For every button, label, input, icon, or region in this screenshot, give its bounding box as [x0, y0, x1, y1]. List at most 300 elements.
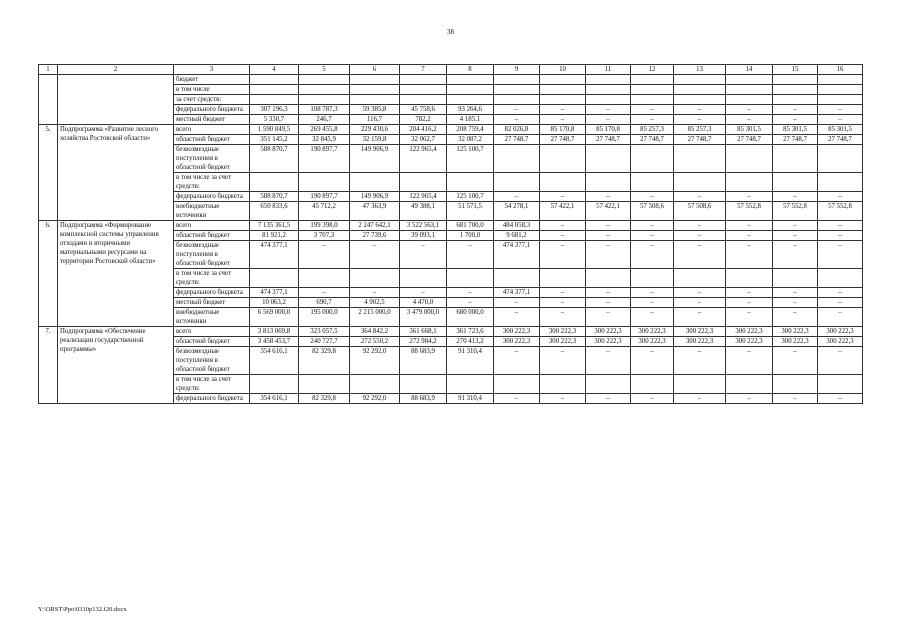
amount-cell: 82 026,8 [494, 125, 540, 135]
amount-cell: 204 416,2 [400, 125, 447, 135]
amount-cell: – [818, 192, 863, 202]
amount-cell: – [726, 298, 773, 308]
amount-cell [540, 95, 586, 105]
amount-cell: 300 222,3 [586, 337, 631, 347]
amount-cell: – [586, 231, 631, 241]
amount-cell: 45 758,6 [400, 105, 447, 115]
amount-cell [674, 85, 726, 95]
amount-cell [773, 173, 818, 192]
amount-cell: – [726, 347, 773, 375]
amount-cell [299, 173, 350, 192]
amount-cell [773, 145, 818, 173]
amount-cell [540, 75, 586, 85]
amount-cell [250, 173, 299, 192]
amount-cell: 149 906,9 [350, 192, 400, 202]
amount-cell: 27 748,7 [773, 135, 818, 145]
amount-cell: 51 571,5 [447, 202, 494, 221]
amount-cell: 2 247 642,1 [350, 221, 400, 231]
amount-cell: – [631, 192, 674, 202]
amount-cell: 47 363,9 [350, 202, 400, 221]
amount-cell: – [586, 288, 631, 298]
amount-cell: 354 616,1 [250, 347, 299, 375]
amount-cell [631, 75, 674, 85]
amount-cell: 269 455,8 [299, 125, 350, 135]
amount-cell: 45 712,2 [299, 202, 350, 221]
amount-cell [447, 75, 494, 85]
amount-cell: 300 222,3 [773, 337, 818, 347]
amount-cell: – [773, 347, 818, 375]
amount-cell: 300 222,3 [674, 327, 726, 337]
amount-cell: 195 000,0 [299, 308, 350, 327]
amount-cell: 240 727,7 [299, 337, 350, 347]
amount-cell [818, 95, 863, 105]
amount-cell [540, 85, 586, 95]
amount-cell: 57 508,6 [631, 202, 674, 221]
column-number: 7 [400, 65, 447, 75]
amount-cell: 190 897,7 [299, 145, 350, 173]
amount-cell [400, 269, 447, 288]
amount-cell: 351 145,2 [250, 135, 299, 145]
amount-cell: – [631, 394, 674, 404]
amount-cell: – [674, 288, 726, 298]
funding-source: местный бюджет [174, 115, 250, 125]
funding-source: в том числе за счет средств: [174, 173, 250, 192]
amount-cell: 300 222,3 [726, 337, 773, 347]
amount-cell: 10 063,2 [250, 298, 299, 308]
amount-cell [250, 269, 299, 288]
amount-cell: – [818, 394, 863, 404]
amount-cell: 1 700,0 [447, 231, 494, 241]
amount-cell: – [773, 221, 818, 231]
amount-cell: – [586, 192, 631, 202]
amount-cell: – [674, 241, 726, 269]
amount-cell: 27 748,7 [540, 135, 586, 145]
amount-cell: 57 552,8 [773, 202, 818, 221]
amount-cell [773, 269, 818, 288]
amount-cell: – [540, 192, 586, 202]
amount-cell: – [674, 105, 726, 115]
file-path-footer: Y:\ORST\Ppo\0310p132.f20.docx [38, 606, 127, 613]
amount-cell [540, 145, 586, 173]
amount-cell: – [586, 298, 631, 308]
amount-cell: 484 058,3 [494, 221, 540, 231]
amount-cell: 93 264,6 [447, 105, 494, 115]
amount-cell: – [631, 298, 674, 308]
amount-cell [350, 75, 400, 85]
amount-cell [773, 85, 818, 95]
amount-cell: – [447, 241, 494, 269]
funding-source: в том числе за счет средств: [174, 269, 250, 288]
amount-cell: – [631, 231, 674, 241]
amount-cell [494, 173, 540, 192]
amount-cell: – [631, 347, 674, 375]
amount-cell: – [674, 231, 726, 241]
amount-cell: 300 222,3 [631, 327, 674, 337]
amount-cell: 681 700,0 [447, 221, 494, 231]
amount-cell [586, 95, 631, 105]
amount-cell: 361 668,1 [400, 327, 447, 337]
amount-cell: 88 683,9 [400, 347, 447, 375]
amount-cell: – [540, 347, 586, 375]
amount-cell: 57 422,1 [540, 202, 586, 221]
amount-cell: – [447, 298, 494, 308]
amount-cell: – [818, 105, 863, 115]
amount-cell: – [350, 288, 400, 298]
amount-cell: 3 479 000,0 [400, 308, 447, 327]
amount-cell: – [586, 241, 631, 269]
table-row [39, 327, 863, 337]
amount-cell: 4 470,0 [400, 298, 447, 308]
funding-source: областной бюджет [174, 337, 250, 347]
amount-cell: 300 222,3 [540, 337, 586, 347]
amount-cell [494, 375, 540, 394]
amount-cell [447, 85, 494, 95]
amount-cell: – [674, 298, 726, 308]
amount-cell: 57 508,6 [674, 202, 726, 221]
amount-cell: – [818, 221, 863, 231]
row-number: 7. [39, 327, 58, 404]
amount-cell: 85 301,5 [726, 125, 773, 135]
amount-cell: 27 748,7 [494, 135, 540, 145]
funding-source: областной бюджет [174, 135, 250, 145]
row-number: 5. [39, 125, 58, 221]
amount-cell: 361 723,6 [447, 327, 494, 337]
amount-cell: – [540, 298, 586, 308]
amount-cell: 57 552,8 [818, 202, 863, 221]
amount-cell [447, 173, 494, 192]
amount-cell: – [631, 241, 674, 269]
amount-cell [350, 85, 400, 95]
amount-cell: 354 616,1 [250, 394, 299, 404]
amount-cell: – [773, 105, 818, 115]
amount-cell [447, 269, 494, 288]
amount-cell [586, 145, 631, 173]
amount-cell [494, 145, 540, 173]
amount-cell: – [494, 192, 540, 202]
amount-cell: – [773, 115, 818, 125]
amount-cell [726, 145, 773, 173]
amount-cell [299, 85, 350, 95]
amount-cell: 88 683,9 [400, 394, 447, 404]
amount-cell [350, 269, 400, 288]
amount-cell: 190 897,7 [299, 192, 350, 202]
amount-cell: 199 398,0 [299, 221, 350, 231]
column-number: 2 [58, 65, 174, 75]
amount-cell: 59 385,8 [350, 105, 400, 115]
amount-cell: – [818, 115, 863, 125]
amount-cell: 300 222,3 [494, 327, 540, 337]
amount-cell: – [540, 115, 586, 125]
amount-cell: – [494, 105, 540, 115]
amount-cell: – [631, 105, 674, 115]
amount-cell: – [586, 105, 631, 115]
column-number: 4 [250, 65, 299, 75]
amount-cell [631, 145, 674, 173]
amount-cell: 1 590 849,5 [250, 125, 299, 135]
funding-source: федерального бюджета [174, 105, 250, 115]
funding-source: бюджет [174, 75, 250, 85]
amount-cell: 27 748,7 [674, 135, 726, 145]
amount-cell: – [674, 394, 726, 404]
amount-cell: – [540, 394, 586, 404]
column-number: 8 [447, 65, 494, 75]
amount-cell: 81 921,2 [250, 231, 299, 241]
amount-cell [726, 75, 773, 85]
amount-cell [299, 75, 350, 85]
amount-cell: 300 222,3 [773, 327, 818, 337]
column-number: 3 [174, 65, 250, 75]
amount-cell: 85 257,3 [674, 125, 726, 135]
amount-cell [773, 375, 818, 394]
amount-cell: – [726, 394, 773, 404]
amount-cell: 32 087,2 [447, 135, 494, 145]
amount-cell: 782,2 [400, 115, 447, 125]
amount-cell: – [586, 308, 631, 327]
amount-cell: 85 301,5 [773, 125, 818, 135]
amount-cell [494, 85, 540, 95]
amount-cell: – [674, 308, 726, 327]
amount-cell: 82 329,8 [299, 347, 350, 375]
amount-cell: – [818, 347, 863, 375]
column-number: 5 [299, 65, 350, 75]
amount-cell: 108 787,3 [299, 105, 350, 115]
amount-cell [299, 95, 350, 105]
column-number-row [39, 65, 863, 75]
column-number: 16 [818, 65, 863, 75]
amount-cell: 270 413,2 [447, 337, 494, 347]
amount-cell: – [586, 221, 631, 231]
amount-cell: 474 377,1 [250, 241, 299, 269]
amount-cell: 27 748,7 [586, 135, 631, 145]
amount-cell [350, 95, 400, 105]
funding-source: безвозмездные поступления в областной бюджет [174, 241, 250, 269]
amount-cell: – [773, 308, 818, 327]
amount-cell: – [586, 394, 631, 404]
amount-cell: – [818, 298, 863, 308]
amount-cell: – [674, 347, 726, 375]
amount-cell: – [773, 231, 818, 241]
amount-cell: 32 845,9 [299, 135, 350, 145]
amount-cell [250, 75, 299, 85]
funding-source: безвозмездные поступления в областной бюджет [174, 347, 250, 375]
amount-cell: – [494, 115, 540, 125]
amount-cell [299, 269, 350, 288]
column-number: 1 [39, 65, 58, 75]
amount-cell: – [726, 105, 773, 115]
amount-cell: – [773, 298, 818, 308]
funding-source: федерального бюджета [174, 288, 250, 298]
amount-cell [674, 269, 726, 288]
amount-cell: – [726, 308, 773, 327]
funding-source: внебюджетные источники [174, 308, 250, 327]
amount-cell: – [726, 115, 773, 125]
column-number: 9 [494, 65, 540, 75]
funding-source: за счет средств: [174, 95, 250, 105]
funding-source: в том числе за счет средств: [174, 375, 250, 394]
amount-cell: – [818, 288, 863, 298]
amount-cell: 300 222,3 [818, 337, 863, 347]
funding-source: федерального бюджета [174, 394, 250, 404]
funding-source: всего [174, 327, 250, 337]
amount-cell: 92 292,0 [350, 394, 400, 404]
amount-cell [631, 173, 674, 192]
amount-cell: 474 377,1 [494, 288, 540, 298]
amount-cell: 6 569 000,0 [250, 308, 299, 327]
amount-cell: 54 278,1 [494, 202, 540, 221]
amount-cell [773, 95, 818, 105]
amount-cell: 85 301,5 [818, 125, 863, 135]
amount-cell [818, 85, 863, 95]
amount-cell [250, 95, 299, 105]
amount-cell: – [540, 105, 586, 115]
amount-cell [494, 269, 540, 288]
program-name: Подпрограмма «Формирование комплексной системы управления отходами и вторичными материальными ресурсами на территории Ростовской области» [58, 221, 174, 327]
amount-cell: 680 000,0 [447, 308, 494, 327]
amount-cell [400, 375, 447, 394]
amount-cell: – [540, 288, 586, 298]
amount-cell: 92 292,0 [350, 347, 400, 375]
table-row [39, 221, 863, 231]
amount-cell [540, 269, 586, 288]
amount-cell: – [400, 241, 447, 269]
amount-cell: – [818, 231, 863, 241]
amount-cell [818, 375, 863, 394]
amount-cell: – [674, 192, 726, 202]
amount-cell: 650 833,6 [250, 202, 299, 221]
amount-cell: 3 522 563,1 [400, 221, 447, 231]
column-number: 14 [726, 65, 773, 75]
amount-cell: 85 170,8 [586, 125, 631, 135]
amount-cell: 57 552,8 [726, 202, 773, 221]
funding-source: безвозмездные поступления в областной бюджет [174, 145, 250, 173]
amount-cell: 125 100,7 [447, 145, 494, 173]
row-number: 6. [39, 221, 58, 327]
amount-cell: 272 550,2 [350, 337, 400, 347]
amount-cell: 27 748,7 [631, 135, 674, 145]
program-name [58, 75, 174, 125]
amount-cell: 208 759,4 [447, 125, 494, 135]
amount-cell: 32 159,8 [350, 135, 400, 145]
amount-cell: – [726, 241, 773, 269]
amount-cell: 474 377,1 [494, 241, 540, 269]
amount-cell [818, 75, 863, 85]
amount-cell [299, 375, 350, 394]
amount-cell: 474 377,1 [250, 288, 299, 298]
amount-cell: – [299, 241, 350, 269]
amount-cell [250, 375, 299, 394]
amount-cell: – [494, 394, 540, 404]
amount-cell: – [726, 192, 773, 202]
amount-cell: – [726, 231, 773, 241]
amount-cell: – [773, 241, 818, 269]
amount-cell: 7 135 361,5 [250, 221, 299, 231]
amount-cell [350, 375, 400, 394]
amount-cell: 300 222,3 [586, 327, 631, 337]
amount-cell [674, 173, 726, 192]
funding-source: областной бюджет [174, 231, 250, 241]
amount-cell: 246,7 [299, 115, 350, 125]
amount-cell: 85 170,8 [540, 125, 586, 135]
program-name: Подпрограмма «Обеспечение реализации государственной программы» [58, 327, 174, 404]
amount-cell: 300 222,3 [674, 337, 726, 347]
amount-cell [586, 85, 631, 95]
amount-cell: – [494, 347, 540, 375]
amount-cell [818, 269, 863, 288]
amount-cell: 27 748,7 [726, 135, 773, 145]
amount-cell [447, 375, 494, 394]
amount-cell: – [818, 241, 863, 269]
amount-cell [631, 95, 674, 105]
amount-cell: 300 222,3 [818, 327, 863, 337]
funding-source: в том числе [174, 85, 250, 95]
amount-cell: – [299, 288, 350, 298]
amount-cell [586, 269, 631, 288]
amount-cell: 49 388,1 [400, 202, 447, 221]
amount-cell: – [494, 298, 540, 308]
amount-cell: – [400, 288, 447, 298]
amount-cell: – [494, 308, 540, 327]
amount-cell [400, 173, 447, 192]
amount-cell [674, 75, 726, 85]
amount-cell: 690,7 [299, 298, 350, 308]
amount-cell [773, 75, 818, 85]
amount-cell [631, 269, 674, 288]
amount-cell: – [631, 288, 674, 298]
amount-cell: 307 196,3 [250, 105, 299, 115]
column-number: 6 [350, 65, 400, 75]
column-number: 11 [586, 65, 631, 75]
funding-source: всего [174, 125, 250, 135]
amount-cell [726, 375, 773, 394]
table-row [39, 125, 863, 135]
amount-cell: 32 062,7 [400, 135, 447, 145]
amount-cell: 229 430,6 [350, 125, 400, 135]
amount-cell: 323 057,5 [299, 327, 350, 337]
funding-source: местный бюджет [174, 298, 250, 308]
amount-cell: 4 902,5 [350, 298, 400, 308]
amount-cell [674, 375, 726, 394]
amount-cell: – [773, 394, 818, 404]
program-name: Подпрограмма «Развитие лесного хозяйства Ростовской области» [58, 125, 174, 221]
amount-cell: 2 215 000,0 [350, 308, 400, 327]
amount-cell: – [674, 221, 726, 231]
amount-cell: – [447, 288, 494, 298]
amount-cell [447, 95, 494, 105]
row-number [39, 75, 58, 125]
amount-cell: – [586, 115, 631, 125]
amount-cell [586, 173, 631, 192]
amount-cell: – [631, 308, 674, 327]
amount-cell: – [586, 347, 631, 375]
amount-cell: 300 222,3 [631, 337, 674, 347]
amount-cell: 122 965,4 [400, 192, 447, 202]
amount-cell [400, 95, 447, 105]
amount-cell: 27 748,7 [818, 135, 863, 145]
amount-cell: – [726, 221, 773, 231]
amount-cell: – [631, 115, 674, 125]
amount-cell [494, 75, 540, 85]
amount-cell: 91 310,4 [447, 347, 494, 375]
amount-cell [726, 173, 773, 192]
amount-cell [540, 375, 586, 394]
amount-cell: – [540, 231, 586, 241]
amount-cell: 39 093,1 [400, 231, 447, 241]
page-number: 38 [447, 28, 454, 36]
amount-cell [350, 173, 400, 192]
amount-cell: 4 185,1 [447, 115, 494, 125]
amount-cell: 122 965,4 [400, 145, 447, 173]
column-number: 10 [540, 65, 586, 75]
